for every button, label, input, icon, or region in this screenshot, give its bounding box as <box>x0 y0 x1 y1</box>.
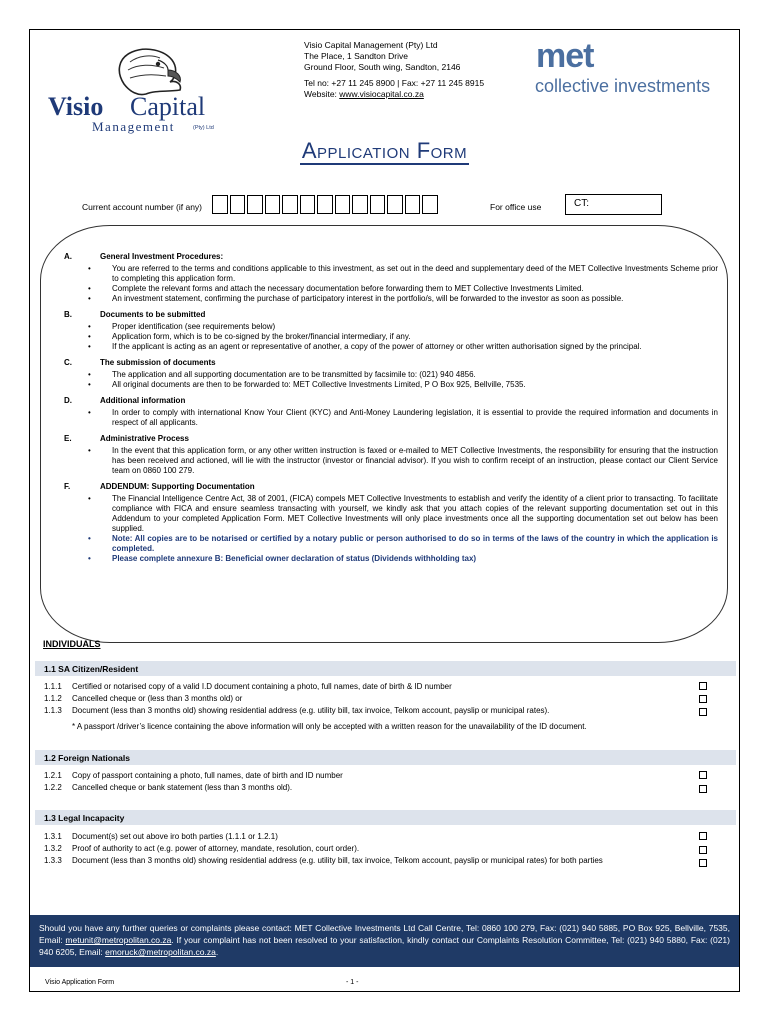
group-bar-sa-citizen: 1.1 SA Citizen/Resident <box>35 661 736 676</box>
account-number-box[interactable] <box>265 195 281 214</box>
account-number-box[interactable] <box>370 195 386 214</box>
section-block <box>64 358 718 390</box>
section-bullets <box>64 446 718 476</box>
logo-management-text: Management <box>92 119 175 134</box>
account-number-box[interactable] <box>422 195 438 214</box>
section-letter: C. <box>64 358 72 367</box>
list-item: 1.1.1 Certified or notarised copy of a valid I.D document containing a photo, full names, date of birth & ID number <box>44 682 452 691</box>
met-logo-word: met <box>536 37 594 75</box>
account-number-boxes <box>212 195 440 214</box>
bullet-item: • Note: All copies are to be notarised or certified by a notary public or person authorised to do so in terms of the laws of the country in which the application is completed. <box>64 534 718 554</box>
bullet-item: • In the event that this application form, or any other written instruction is faxed or e-mailed to MET Collective Investments, the responsibility for ensuring that the instruction has been received and actioned, will lie with the instructor (investor or financial advisor). If you wish to confirm receipt of an instruction, please contact our Client Service team on 0860 100 279. <box>64 446 718 476</box>
section-letter: B. <box>64 310 72 319</box>
section-bullets <box>64 494 718 564</box>
bullet-item: • You are referred to the terms and conditions applicable to this investment, as set out in the deed and supplementary deed of the MET Collective Investments Scheme prior to completing this application form. <box>64 264 718 284</box>
company-address-block <box>304 40 534 100</box>
account-number-box[interactable] <box>405 195 421 214</box>
account-number-box[interactable] <box>282 195 298 214</box>
passport-note: * A passport /driver’s licence containing the above information will only be accepted with a written reason for the unavailability of the ID document. <box>72 722 587 731</box>
account-number-box[interactable] <box>352 195 368 214</box>
checkbox-1-3-3[interactable] <box>699 859 707 867</box>
footer-text-1: Should you have any further queries or complaints please contact: MET Collective Investments Ltd Call Centre, Tel: 0860 100 279, Fax: (021) 940 5885, PO Box 925, Bellville, 7535, Email: <box>39 923 730 945</box>
group-bar-foreign-nationals: 1.2 Foreign Nationals <box>35 750 736 765</box>
checkbox-1-1-2[interactable] <box>699 695 707 703</box>
checkbox-1-1-3[interactable] <box>699 708 707 716</box>
address-line-1: The Place, 1 Sandton Drive <box>304 51 408 61</box>
section-heading: Administrative Process <box>100 434 189 443</box>
section-letter: D. <box>64 396 72 405</box>
bullet-item: • All original documents are then to be forwarded to: MET Collective Investments Limited, P O Box 925, Bellville, 7535. <box>64 380 718 390</box>
section-bullets <box>64 408 718 428</box>
page-number: - 1 - <box>346 979 359 986</box>
account-number-box[interactable] <box>300 195 316 214</box>
section-block <box>64 310 718 352</box>
met-logo-tagline: collective investments <box>535 76 711 96</box>
footer-email-2[interactable]: emoruck@metropolitan.co.za <box>105 947 216 957</box>
section-block <box>64 482 718 564</box>
form-title: Application Form <box>301 138 468 163</box>
bullet-item: • If the applicant is acting as an agent or representative of another, a copy of the power of attorney or other written authorisation signed by the principal. <box>64 342 718 352</box>
account-number-box[interactable] <box>317 195 333 214</box>
account-number-label: Current account number (if any) <box>82 202 202 212</box>
logo-pty-text: (Pty) Ltd <box>193 125 214 131</box>
section-letter: F. <box>64 482 71 491</box>
bullet-item: • Complete the relevant forms and attach the necessary documentation before forwarding them to MET Collective Investments Limited. <box>64 284 718 294</box>
website-line <box>304 89 534 100</box>
logo-visio-text: Visio <box>48 92 104 121</box>
footer-doc-name: Visio Application Form <box>45 979 115 986</box>
section-block <box>64 396 718 428</box>
group-bar-legal-incapacity: 1.3 Legal Incapacity <box>35 810 736 825</box>
list-item: 1.2.2 Cancelled cheque or bank statement (less than 3 months old). <box>44 783 293 792</box>
logo-capital-text: Capital <box>130 92 206 121</box>
checkbox-1-1-1[interactable] <box>699 682 707 690</box>
office-use-label: For office use <box>490 202 542 212</box>
list-item: 1.2.1 Copy of passport containing a photo, full names, date of birth and ID number <box>44 771 343 780</box>
footer-text-2: . If your complaint has not been resolved to your satisfaction, kindly contact our Complaints Resolution Committee, Tel: (021) 940 5880, Fax: (021) 940 6205, Email: <box>39 935 730 957</box>
list-item: 1.1.2 Cancelled cheque or (less than 3 months old) or <box>44 694 243 703</box>
section-heading: Documents to be submitted <box>100 310 206 319</box>
section-letter: A. <box>64 252 72 261</box>
bullet-item: • The Financial Intelligence Centre Act, 38 of 2001, (FICA) compels MET Collective Investments to establish and verify the identity of a client prior to transacting. To facilitate compliance with FICA and ensure seamless transacting with yourself, we kindly ask that you attach copies of the relevant supporting documentation set out in this Addendum to your completed Application Form. MET Collective Investments will only place investments once all the supporting documentation set out below has been supplied. <box>64 494 718 534</box>
list-item: 1.1.3 Document (less than 3 months old) showing residential address (e.g. utility bill, tax invoice, Telkom account, payslip or municipal rates). <box>44 706 550 715</box>
bullet-item: • Please complete annexure B: Beneficial owner declaration of status (Dividends withholding tax) <box>64 554 718 564</box>
visio-capital-logo <box>46 42 251 142</box>
address-line-2: Ground Floor, South wing, Sandton, 2146 <box>304 62 461 72</box>
met-logo <box>530 36 740 121</box>
section-bullets <box>64 322 718 352</box>
website-prefix: Website: <box>304 89 340 99</box>
section-bullets <box>64 370 718 390</box>
account-number-box[interactable] <box>212 195 228 214</box>
footer-text-3: . <box>215 947 219 957</box>
section-block <box>64 434 718 476</box>
section-heading: The submission of documents <box>100 358 216 367</box>
bullet-item: • In order to comply with international Know Your Client (KYC) and Anti-Money Laundering legislation, it is essential to provide the required information and documents in respect of all applicants. <box>64 408 718 428</box>
complaints-footer <box>30 915 739 967</box>
ct-field[interactable]: CT: <box>565 194 662 215</box>
account-number-box[interactable] <box>387 195 403 214</box>
bullet-item: • Proper identification (see requirements below) <box>64 322 718 332</box>
section-heading: Additional information <box>100 396 186 405</box>
form-page <box>29 29 740 992</box>
form-title-wrap <box>30 138 739 164</box>
checkbox-1-3-1[interactable] <box>699 832 707 840</box>
checkbox-1-2-2[interactable] <box>699 785 707 793</box>
company-name: Visio Capital Management (Pty) Ltd <box>304 40 438 50</box>
section-letter: E. <box>64 434 72 443</box>
account-number-box[interactable] <box>230 195 246 214</box>
account-number-box[interactable] <box>247 195 263 214</box>
website-link[interactable]: www.visiocapital.co.za <box>339 89 424 99</box>
footer-email-1[interactable]: metunit@metropolitan.co.za <box>65 935 172 945</box>
bullet-item: • The application and all supporting documentation are to be transmitted by facsimile to: (021) 940 4856. <box>64 370 718 380</box>
section-bullets <box>64 264 718 304</box>
checkbox-1-2-1[interactable] <box>699 771 707 779</box>
procedure-sections <box>64 252 718 570</box>
checkbox-1-3-2[interactable] <box>699 846 707 854</box>
eagle-head-icon <box>119 49 180 94</box>
list-item: 1.3.3 Document (less than 3 months old) showing residential address (e.g. utility bill, tax invoice, Telkom account, payslip or municipal rates) for both parties <box>44 856 603 865</box>
bullet-item: • Application form, which is to be co-signed by the broker/financial intermediary, if any. <box>64 332 718 342</box>
section-block <box>64 252 718 304</box>
list-item: 1.3.1 Document(s) set out above iro both parties (1.1.1 or 1.2.1) <box>44 832 278 841</box>
phone-fax-line: Tel no: +27 11 245 8900 | Fax: +27 11 245 8915 <box>304 78 485 88</box>
section-heading: General Investment Procedures: <box>100 252 224 261</box>
individuals-title: INDIVIDUALS <box>43 639 101 649</box>
list-item: 1.3.2 Proof of authority to act (e.g. power of attorney, mandate, resolution, court order). <box>44 844 360 853</box>
account-number-box[interactable] <box>335 195 351 214</box>
section-heading: ADDENDUM: Supporting Documentation <box>100 482 255 491</box>
bullet-item: • An investment statement, confirming the purchase of participatory interest in the portfolio/s, will be forwarded to the investor as soon as possible. <box>64 294 718 304</box>
